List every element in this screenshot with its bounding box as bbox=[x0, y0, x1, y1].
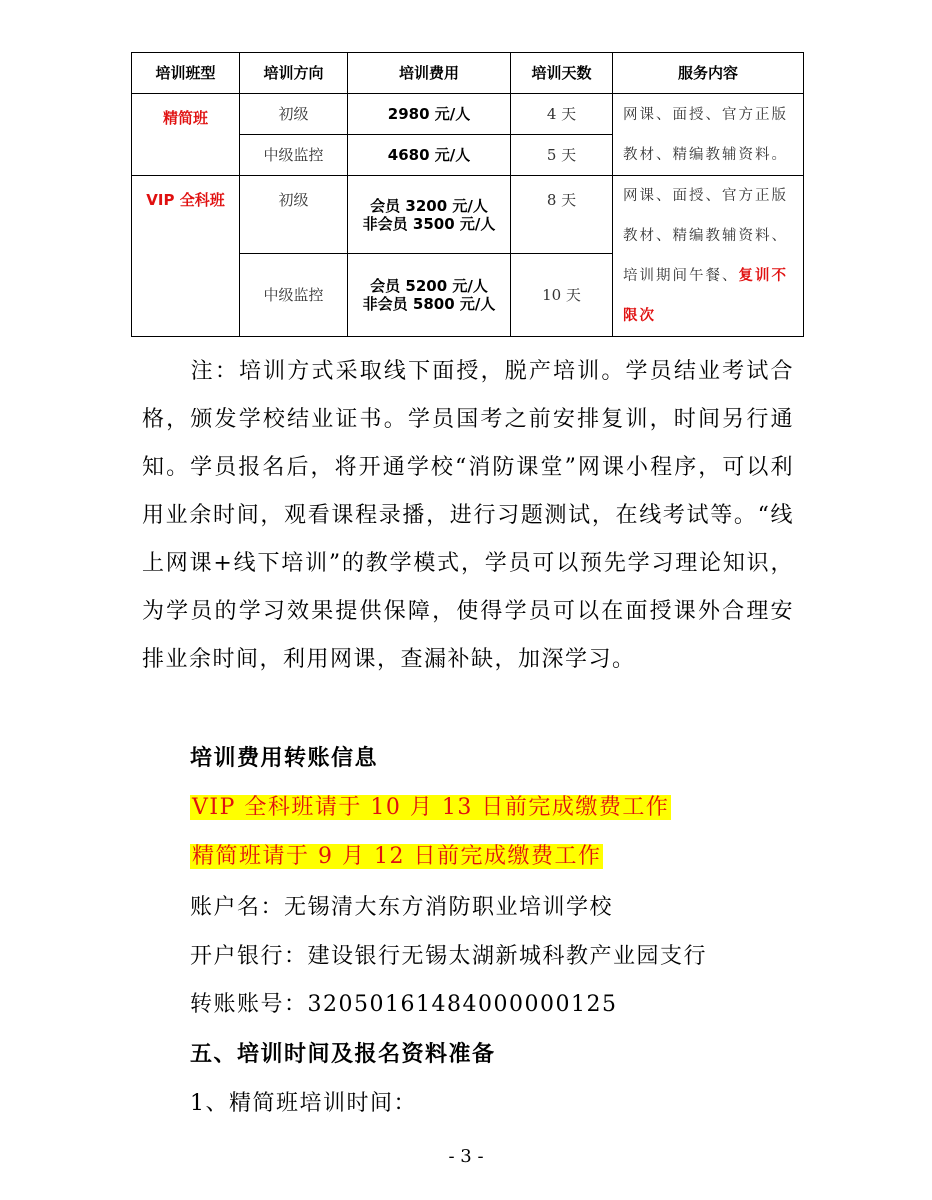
header-class-type: 培训班型 bbox=[132, 53, 240, 94]
deadline-basic bbox=[190, 842, 603, 872]
days-cell: 5 天 bbox=[511, 135, 613, 176]
header-fee: 培训费用 bbox=[348, 53, 511, 94]
days-cell: 4 天 bbox=[511, 94, 613, 135]
fee-table bbox=[131, 52, 804, 337]
page-number: - 3 - bbox=[448, 1146, 484, 1167]
service-line: 教材、精编教辅资料。 bbox=[623, 146, 788, 163]
fee-nonmember: 非会员 5800 元/人 bbox=[362, 295, 496, 313]
header-direction: 培训方向 bbox=[240, 53, 348, 94]
fee-nonmember: 非会员 3500 元/人 bbox=[362, 214, 496, 233]
days-cell: 10 天 bbox=[511, 254, 613, 337]
fee-cell: 4680 元/人 bbox=[348, 135, 511, 176]
fee-cell bbox=[348, 254, 511, 337]
service-line: 网课、面授、官方正版 bbox=[623, 106, 788, 123]
section-item: 1、精简班培训时间： bbox=[190, 1091, 417, 1116]
class-name-vip: VIP 全科班 bbox=[132, 176, 240, 337]
header-service: 服务内容 bbox=[613, 53, 804, 94]
note-paragraph bbox=[142, 348, 794, 684]
section-title: 五、培训时间及报名资料准备 bbox=[190, 1042, 496, 1067]
account-number: 转账账号：32050161484000000125 bbox=[190, 992, 618, 1017]
service-highlight: 限次 bbox=[623, 307, 656, 324]
class-name-basic: 精简班 bbox=[132, 94, 240, 176]
transfer-title: 培训费用转账信息 bbox=[190, 746, 379, 771]
service-highlight: 复训不 bbox=[738, 267, 788, 284]
deadline-vip-text: VIP 全科班请于 10 月 13 日前完成缴费工作 bbox=[192, 795, 670, 820]
service-line bbox=[623, 256, 803, 296]
fee-cell: 2980 元/人 bbox=[348, 94, 511, 135]
service-vip bbox=[613, 176, 804, 337]
deadline-basic-text: 精简班请于 9 月 12 日前完成缴费工作 bbox=[192, 844, 602, 869]
note-text: 注：培训方式采取线下面授，脱产培训。学员结业考试合格，颁发学校结业证书。学员国考之前安排复训，时间另行通知。学员报名后，将开通学校“消防课堂”网课小程序，可以利用业余时间，观看课程录播，进行习题测试，在线考试等。“线上网课+线下培训”的教学模式，学员可以预先学习理论知识，为学员的学习效果提供保障，使得学员可以在面授课外合理安排业余时间，利用网课，查漏补缺，加深学习。 bbox=[142, 359, 794, 672]
fee-member: 会员 5200 元/人 bbox=[370, 277, 488, 295]
fee-member: 会员 3200 元/人 bbox=[370, 196, 488, 215]
direction-cell: 初级 bbox=[240, 176, 348, 254]
table-row bbox=[132, 176, 804, 254]
table-header-row bbox=[132, 53, 804, 94]
direction-cell: 中级监控 bbox=[240, 135, 348, 176]
header-days: 培训天数 bbox=[511, 53, 613, 94]
days-cell: 8 天 bbox=[511, 176, 613, 254]
table-row bbox=[132, 94, 804, 135]
service-basic bbox=[613, 94, 804, 176]
direction-cell: 中级监控 bbox=[240, 254, 348, 337]
deadline-vip bbox=[190, 793, 671, 823]
fee-cell bbox=[348, 176, 511, 254]
service-line: 教材、精编教辅资料、 bbox=[623, 228, 788, 244]
service-text: 培训期间午餐、 bbox=[623, 268, 739, 284]
account-name: 账户名：无锡清大东方消防职业培训学校 bbox=[190, 895, 614, 920]
service-line: 网课、面授、官方正版 bbox=[623, 188, 788, 204]
bank-name: 开户银行：建设银行无锡太湖新城科教产业园支行 bbox=[190, 944, 708, 969]
direction-cell: 初级 bbox=[240, 94, 348, 135]
